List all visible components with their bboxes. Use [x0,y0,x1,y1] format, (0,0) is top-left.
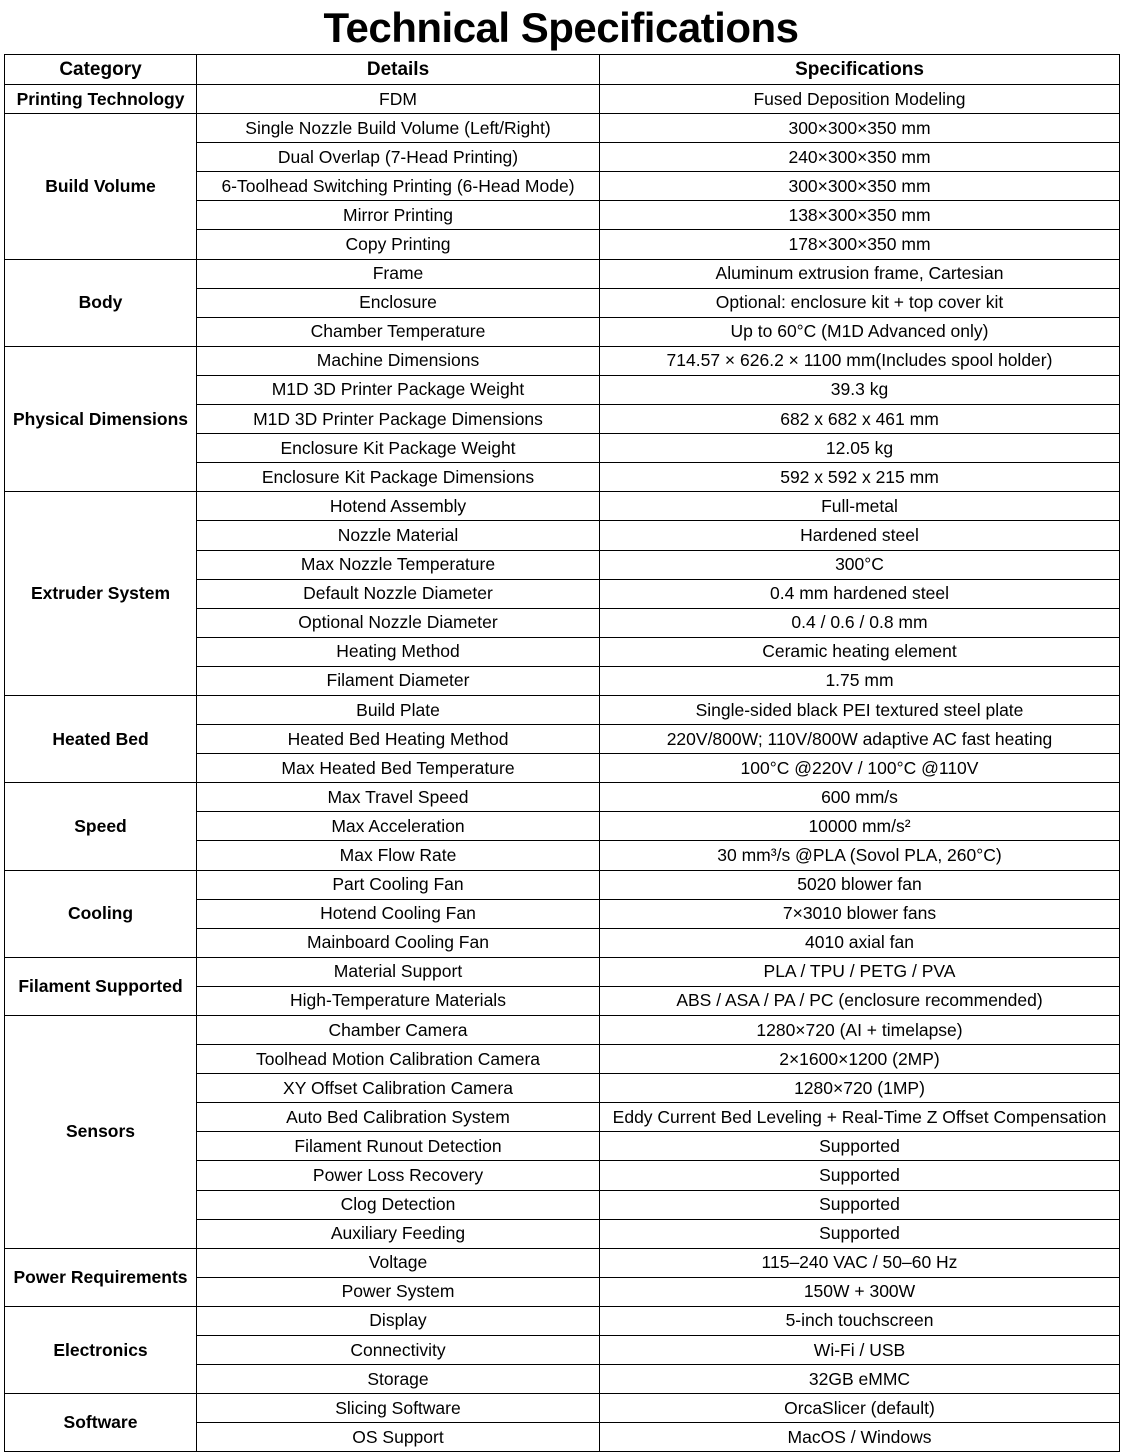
detail-cell: Filament Diameter [197,666,600,695]
specification-cell: Ceramic heating element [600,637,1120,666]
category-cell: Software [5,1394,197,1452]
specification-cell: 5020 blower fan [600,870,1120,899]
detail-cell: Slicing Software [197,1394,600,1423]
detail-cell: Hotend Cooling Fan [197,899,600,928]
detail-cell: High-Temperature Materials [197,986,600,1015]
specification-cell: Fused Deposition Modeling [600,85,1120,114]
detail-cell: Heating Method [197,637,600,666]
table-row [5,783,1120,812]
specification-cell: 12.05 kg [600,434,1120,463]
header-specifications: Specifications [600,55,1120,85]
table-row [5,1016,1120,1045]
detail-cell: Frame [197,259,600,288]
detail-cell: XY Offset Calibration Camera [197,1074,600,1103]
detail-cell: Auto Bed Calibration System [197,1103,600,1132]
detail-cell: Build Plate [197,695,600,724]
specification-cell: 10000 mm/s² [600,812,1120,841]
category-cell: Heated Bed [5,695,197,782]
specification-cell: 682 x 682 x 461 mm [600,405,1120,434]
specification-cell: Supported [600,1190,1120,1219]
specification-cell: Supported [600,1219,1120,1248]
specification-cell: 39.3 kg [600,375,1120,404]
detail-cell: Hotend Assembly [197,492,600,521]
category-cell: Body [5,259,197,346]
specification-cell: 0.4 mm hardened steel [600,579,1120,608]
specification-cell: 4010 axial fan [600,928,1120,957]
detail-cell: Optional Nozzle Diameter [197,608,600,637]
detail-cell: 6-Toolhead Switching Printing (6-Head Mode) [197,172,600,201]
detail-cell: Copy Printing [197,230,600,259]
table-row [5,870,1120,899]
category-cell: Power Requirements [5,1248,197,1306]
detail-cell: Display [197,1306,600,1335]
specification-cell: Wi-Fi / USB [600,1336,1120,1365]
category-cell: Cooling [5,870,197,957]
detail-cell: Power System [197,1277,600,1306]
specification-cell: 1.75 mm [600,666,1120,695]
page-title: Technical Specifications [323,4,799,51]
specification-cell: 220V/800W; 110V/800W adaptive AC fast heating [600,725,1120,754]
detail-cell: Single Nozzle Build Volume (Left/Right) [197,114,600,143]
specification-cell: Supported [600,1132,1120,1161]
detail-cell: Storage [197,1365,600,1394]
detail-cell: Voltage [197,1248,600,1277]
spec-table-header [5,55,1120,85]
header-row [5,55,1120,85]
specification-cell: Full-metal [600,492,1120,521]
detail-cell: Max Acceleration [197,812,600,841]
specification-cell: 150W + 300W [600,1277,1120,1306]
category-cell: Sensors [5,1016,197,1249]
specification-cell: 600 mm/s [600,783,1120,812]
specification-cell: 592 x 592 x 215 mm [600,463,1120,492]
specification-cell: 300×300×350 mm [600,114,1120,143]
specification-cell: 240×300×350 mm [600,143,1120,172]
table-row [5,957,1120,986]
category-cell: Physical Dimensions [5,346,197,491]
specification-cell: Aluminum extrusion frame, Cartesian [600,259,1120,288]
table-row [5,85,1120,114]
specification-cell: Single-sided black PEI textured steel plate [600,695,1120,724]
detail-cell: Max Flow Rate [197,841,600,870]
category-cell: Printing Technology [5,85,197,114]
specification-cell: 7×3010 blower fans [600,899,1120,928]
specification-cell: 300°C [600,550,1120,579]
table-row [5,695,1120,724]
specification-cell: Eddy Current Bed Leveling + Real-Time Z Offset Compensation [600,1103,1120,1132]
detail-cell: Enclosure Kit Package Weight [197,434,600,463]
detail-cell: Part Cooling Fan [197,870,600,899]
detail-cell: OS Support [197,1423,600,1452]
specification-cell: Up to 60°C (M1D Advanced only) [600,317,1120,346]
detail-cell: Heated Bed Heating Method [197,725,600,754]
spec-table-body [5,85,1120,1452]
category-cell: Build Volume [5,114,197,259]
specification-cell: 178×300×350 mm [600,230,1120,259]
table-row [5,492,1120,521]
detail-cell: Chamber Temperature [197,317,600,346]
specification-cell: Supported [600,1161,1120,1190]
detail-cell: Filament Runout Detection [197,1132,600,1161]
category-cell: Electronics [5,1306,197,1393]
detail-cell: Enclosure Kit Package Dimensions [197,463,600,492]
specification-cell: OrcaSlicer (default) [600,1394,1120,1423]
detail-cell: Default Nozzle Diameter [197,579,600,608]
detail-cell: Auxiliary Feeding [197,1219,600,1248]
detail-cell: Material Support [197,957,600,986]
detail-cell: Enclosure [197,288,600,317]
table-row [5,1394,1120,1423]
detail-cell: Machine Dimensions [197,346,600,375]
detail-cell: Clog Detection [197,1190,600,1219]
category-cell: Filament Supported [5,957,197,1015]
specification-cell: 100°C @220V / 100°C @110V [600,754,1120,783]
specification-cell: 115–240 VAC / 50–60 Hz [600,1248,1120,1277]
specification-cell: 714.57 × 626.2 × 1100 mm(Includes spool holder) [600,346,1120,375]
specification-cell: PLA / TPU / PETG / PVA [600,957,1120,986]
header-details: Details [197,55,600,85]
category-cell: Extruder System [5,492,197,696]
detail-cell: Toolhead Motion Calibration Camera [197,1045,600,1074]
specification-cell: 32GB eMMC [600,1365,1120,1394]
detail-cell: Dual Overlap (7-Head Printing) [197,143,600,172]
header-category: Category [5,55,197,85]
specification-cell: 1280×720 (AI + timelapse) [600,1016,1120,1045]
detail-cell: Power Loss Recovery [197,1161,600,1190]
specification-cell: ABS / ASA / PA / PC (enclosure recommended) [600,986,1120,1015]
table-row [5,346,1120,375]
specification-cell: 1280×720 (1MP) [600,1074,1120,1103]
specification-cell: MacOS / Windows [600,1423,1120,1452]
detail-cell: Max Heated Bed Temperature [197,754,600,783]
specification-cell: Hardened steel [600,521,1120,550]
spec-table [4,54,1120,1452]
detail-cell: Connectivity [197,1336,600,1365]
table-row [5,114,1120,143]
detail-cell: M1D 3D Printer Package Weight [197,375,600,404]
specification-cell: 2×1600×1200 (2MP) [600,1045,1120,1074]
detail-cell: M1D 3D Printer Package Dimensions [197,405,600,434]
detail-cell: Max Nozzle Temperature [197,550,600,579]
specification-cell: 0.4 / 0.6 / 0.8 mm [600,608,1120,637]
table-row [5,1306,1120,1335]
specification-cell: 30 mm³/s @PLA (Sovol PLA, 260°C) [600,841,1120,870]
table-row [5,1248,1120,1277]
specification-cell: Optional: enclosure kit + top cover kit [600,288,1120,317]
detail-cell: Chamber Camera [197,1016,600,1045]
category-cell: Speed [5,783,197,870]
detail-cell: Mirror Printing [197,201,600,230]
detail-cell: Max Travel Speed [197,783,600,812]
detail-cell: Mainboard Cooling Fan [197,928,600,957]
detail-cell: Nozzle Material [197,521,600,550]
specification-cell: 138×300×350 mm [600,201,1120,230]
table-row [5,259,1120,288]
detail-cell: FDM [197,85,600,114]
specification-cell: 300×300×350 mm [600,172,1120,201]
specification-cell: 5-inch touchscreen [600,1306,1120,1335]
